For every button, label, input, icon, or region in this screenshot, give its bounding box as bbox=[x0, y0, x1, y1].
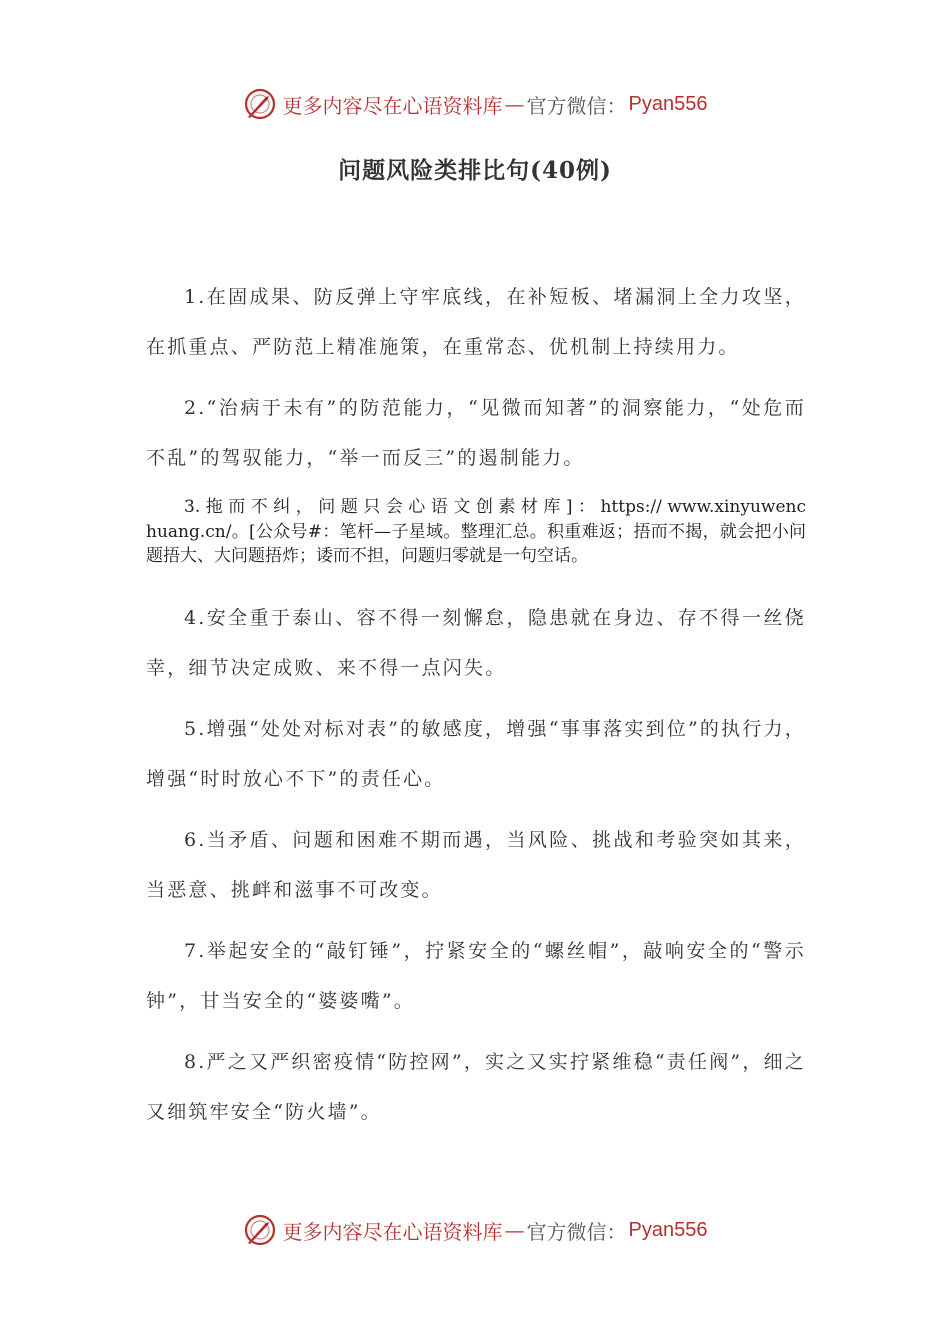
paragraph-6: 6.当矛盾、问题和困难不期而遇，当风险、挑战和考验突如其来，当恶意、挑衅和滋事不可改变。 bbox=[146, 828, 806, 901]
footer-dash: — bbox=[504, 1218, 525, 1242]
paragraph-2: 2.“治病于未有”的防范能力，“见微而知著”的洞察能力，“处危而不乱”的驾驭能力，“举一而反三”的遏制能力。 bbox=[146, 397, 806, 469]
banner-dash: — bbox=[504, 92, 525, 116]
page-title: 问题风险类排比句(40例) bbox=[338, 157, 612, 184]
paragraph-4: 4.安全重于泰山、容不得一刻懈怠，隐患就在身边、存不得一丝侥幸，细节决定成败、来不得一点闪失。 bbox=[146, 606, 806, 679]
paragraph-5: 5.增强“处处对标对表”的敏感度，增强“事事落实到位”的执行力，增强“时时放心不下”的责任心。 bbox=[146, 717, 806, 790]
paragraph-3: 3. 拖 而 不 纠 ， 问 题 只 会 心 语 文 创 素 材 库 ] ： https:// www.xinyuwenchuang.cn/。[公众号#：笔杆—子星域。整理汇总。积重难返；捂而不揭，就会把小问题捂大、大问题捂炸；诿而不担，问题归零就是一句空话。 bbox=[146, 497, 806, 566]
header-banner bbox=[0, 84, 950, 124]
footer-banner bbox=[0, 1210, 950, 1250]
banner-wechat-id: Pyan556 bbox=[628, 92, 708, 115]
document-body bbox=[146, 272, 806, 1148]
pen-circle-logo-icon bbox=[243, 1213, 277, 1247]
paragraph-8: 8.严之又严织密疫情“防控网”，实之又实拧紧维稳“责任阀”，细之又细筑牢安全“防火墙”。 bbox=[146, 1050, 806, 1123]
paragraph-7: 7.举起安全的“敲钉锤”，拧紧安全的“螺丝帽”，敲响安全的“警示钟”，甘当安全的“婆婆嘴”。 bbox=[146, 939, 806, 1012]
footer-slogan: 更多内容尽在心语资料库 bbox=[282, 1219, 503, 1244]
footer-wechat-label: 官方微信： bbox=[526, 1219, 627, 1244]
banner-slogan: 更多内容尽在心语资料库 bbox=[282, 93, 503, 118]
footer-wechat-id: Pyan556 bbox=[628, 1218, 708, 1241]
pen-circle-logo-icon bbox=[243, 87, 277, 121]
banner-wechat-label: 官方微信： bbox=[526, 93, 627, 118]
paragraph-1: 1.在固成果、防反弹上守牢底线，在补短板、堵漏洞上全力攻坚，在抓重点、严防范上精准施策，在重常态、优机制上持续用力。 bbox=[146, 286, 806, 358]
